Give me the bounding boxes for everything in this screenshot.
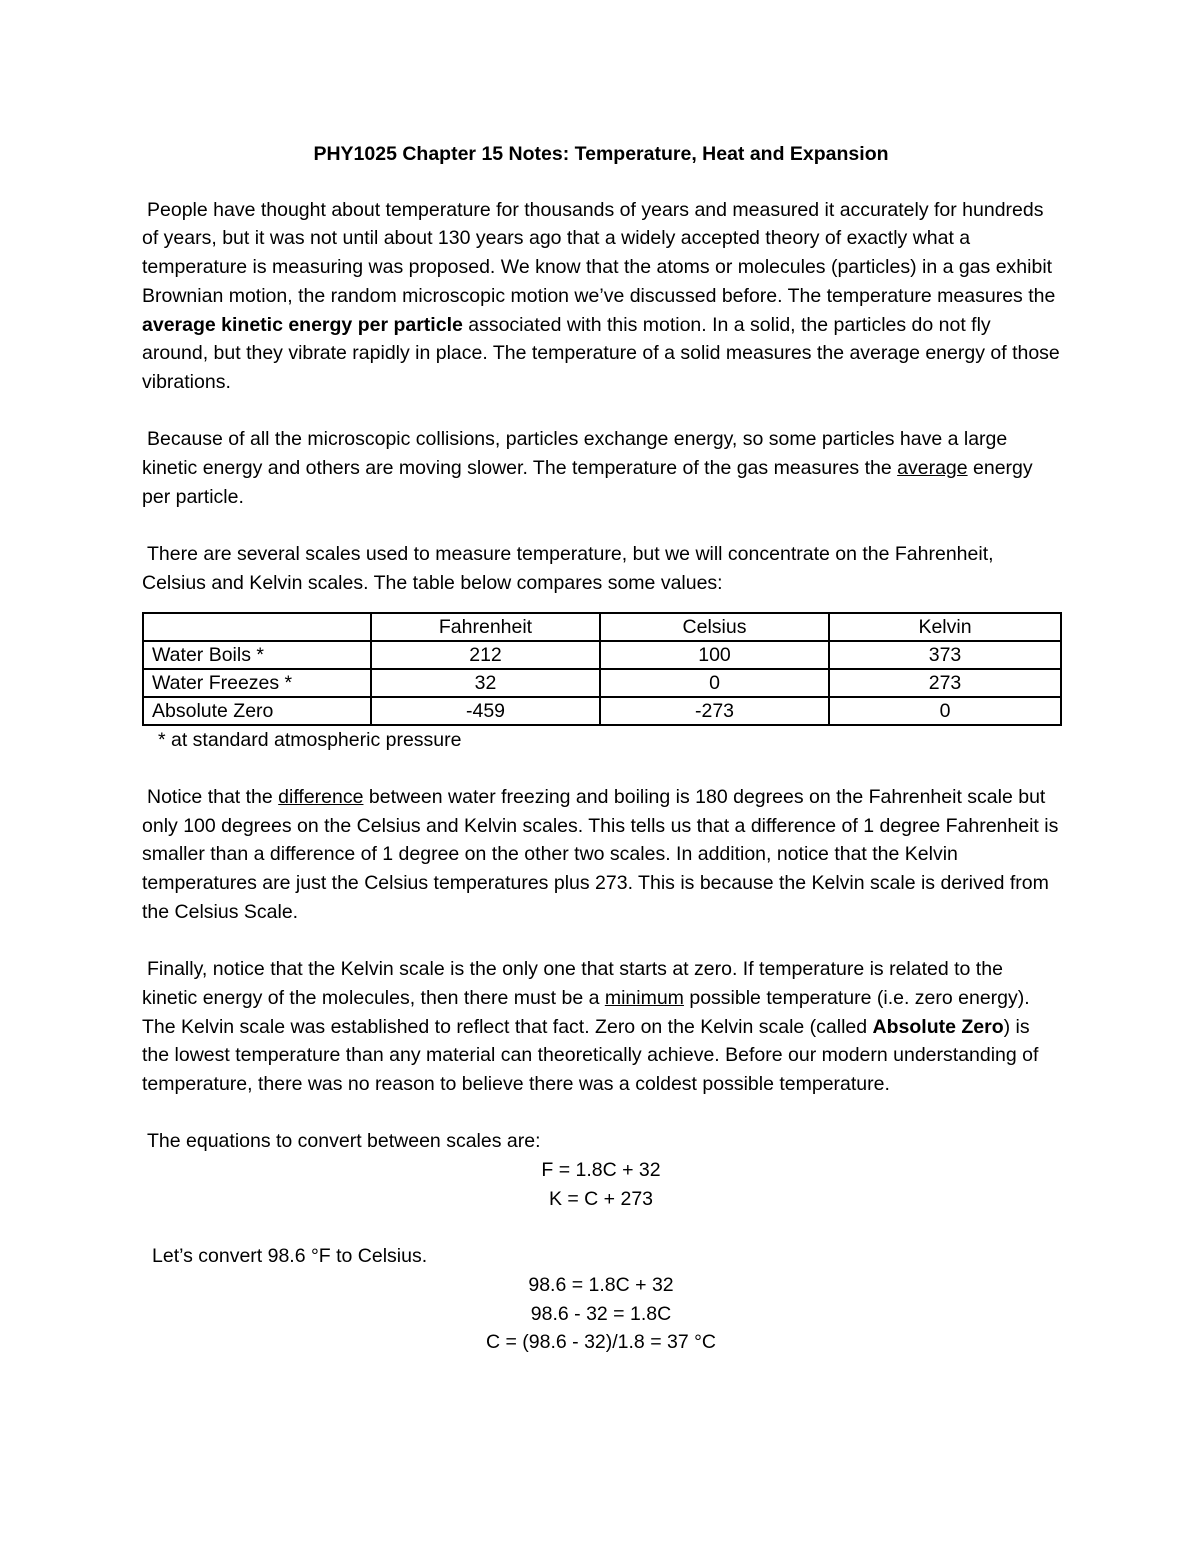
table-cell: 373 bbox=[829, 641, 1061, 669]
table-cell: Water Freezes * bbox=[143, 669, 371, 697]
text-run: Because of all the microscopic collisions, particles exchange energy, so some particles have a large kinetic energy and others are moving slower. The temperature of the gas measures the bbox=[142, 428, 1008, 480]
temperature-comparison-table bbox=[142, 612, 1062, 726]
table-header-row bbox=[143, 613, 1061, 641]
text-run: Finally, notice that the Kelvin scale is the only one that starts at zero. If temperature is related to the kinetic energy of the molecules, then there must be a bbox=[142, 958, 1003, 1009]
table-cell: 100 bbox=[600, 641, 829, 669]
page-title: PHY1025 Chapter 15 Notes: Temperature, Heat and Expansion bbox=[313, 143, 889, 165]
paragraph-difference bbox=[142, 783, 1060, 927]
underlined-term: difference bbox=[278, 785, 364, 808]
table-cell: 32 bbox=[371, 669, 600, 697]
paragraph-scales bbox=[142, 540, 1060, 597]
example-intro bbox=[142, 1242, 1060, 1271]
conversion-example bbox=[142, 1242, 1060, 1357]
table-cell: -459 bbox=[371, 697, 600, 725]
text-run: between water freezing and boiling is 180 degrees on the Fahrenheit scale but only 100 degrees on the Celsius and Kelvin scales. This tells us that a difference of 1 degree Fahrenheit is smaller than a difference of 1 degree on the other two scales. In addition, notice that the Kelvin temperatures are just the Celsius temperatures plus 273. This is because the Kelvin scale is derived from the Celsius Scale. bbox=[142, 785, 1059, 923]
example-step: 98.6 - 32 = 1.8C bbox=[530, 1302, 672, 1325]
equation: F = 1.8C + 32 bbox=[541, 1159, 661, 1182]
text-run: The equations to convert between scales are: bbox=[147, 1130, 541, 1153]
underlined-term: average bbox=[897, 457, 968, 480]
equations-intro bbox=[142, 1127, 1060, 1156]
table-cell: 273 bbox=[829, 669, 1061, 697]
table-cell: 0 bbox=[829, 697, 1061, 725]
example-step: C = (98.6 - 32)/1.8 = 37 °C bbox=[485, 1331, 716, 1354]
text-run: Notice that the bbox=[147, 785, 279, 808]
bold-term: average kinetic energy per particle bbox=[142, 313, 463, 336]
text-run: associated with this motion. In a solid, the particles do not fly around, but they vibrate rapidly in place. The temperature of a solid measures the average energy of those vibrations. bbox=[142, 313, 1060, 393]
paragraph-temperature-theory bbox=[142, 196, 1060, 397]
table-cell: -273 bbox=[600, 697, 829, 725]
table-cell: Water Boils * bbox=[143, 641, 371, 669]
table-row bbox=[143, 697, 1061, 725]
table-cell: 0 bbox=[600, 669, 829, 697]
text-run: Let’s convert 98.6 °F to Celsius. bbox=[152, 1245, 428, 1268]
text-run: There are several scales used to measure temperature, but we will concentrate on the Fahrenheit, Celsius and Kelvin scales. The table below compares some values: bbox=[142, 543, 994, 594]
text-run: People have thought about temperature for thousands of years and measured it accurately for hundreds of years, but it was not until about 130 years ago that a widely accepted theory of exactly what a temperature is measuring was proposed. We know that the atoms or molecules (particles) in a gas exhibit Brownian motion, the random microscopic motion we’ve discussed before. The temperature measures the bbox=[142, 198, 1056, 307]
document-page bbox=[142, 140, 1060, 1386]
table-row bbox=[143, 669, 1061, 697]
bold-term: Absolute Zero bbox=[872, 1015, 1004, 1038]
example-step: 98.6 = 1.8C + 32 bbox=[528, 1273, 674, 1296]
table-header-cell: Fahrenheit bbox=[371, 613, 600, 641]
table-cell: Absolute Zero bbox=[143, 697, 371, 725]
table-header-cell: Kelvin bbox=[829, 613, 1061, 641]
equation: K = C + 273 bbox=[548, 1187, 654, 1210]
text-run: ) is the lowest temperature than any material can theoretically achieve. Before our modern understanding of temperature, there was no reason to believe there was a coldest possible temperature. bbox=[142, 1015, 1039, 1095]
table-header-cell: Celsius bbox=[600, 613, 829, 641]
conversion-equations bbox=[142, 1127, 1060, 1213]
table-row bbox=[143, 641, 1061, 669]
underlined-term: minimum bbox=[604, 986, 684, 1009]
paragraph-absolute-zero bbox=[142, 955, 1060, 1099]
paragraph-collisions bbox=[142, 425, 1060, 511]
table-cell: 212 bbox=[371, 641, 600, 669]
table-header-cell bbox=[143, 613, 371, 641]
table-footnote: * at standard atmospheric pressure bbox=[158, 728, 462, 751]
text-run: energy per particle. bbox=[142, 457, 1033, 508]
text-run: possible temperature (i.e. zero energy). The Kelvin scale was established to reflect that fact. Zero on the Kelvin scale (called bbox=[142, 986, 1030, 1038]
